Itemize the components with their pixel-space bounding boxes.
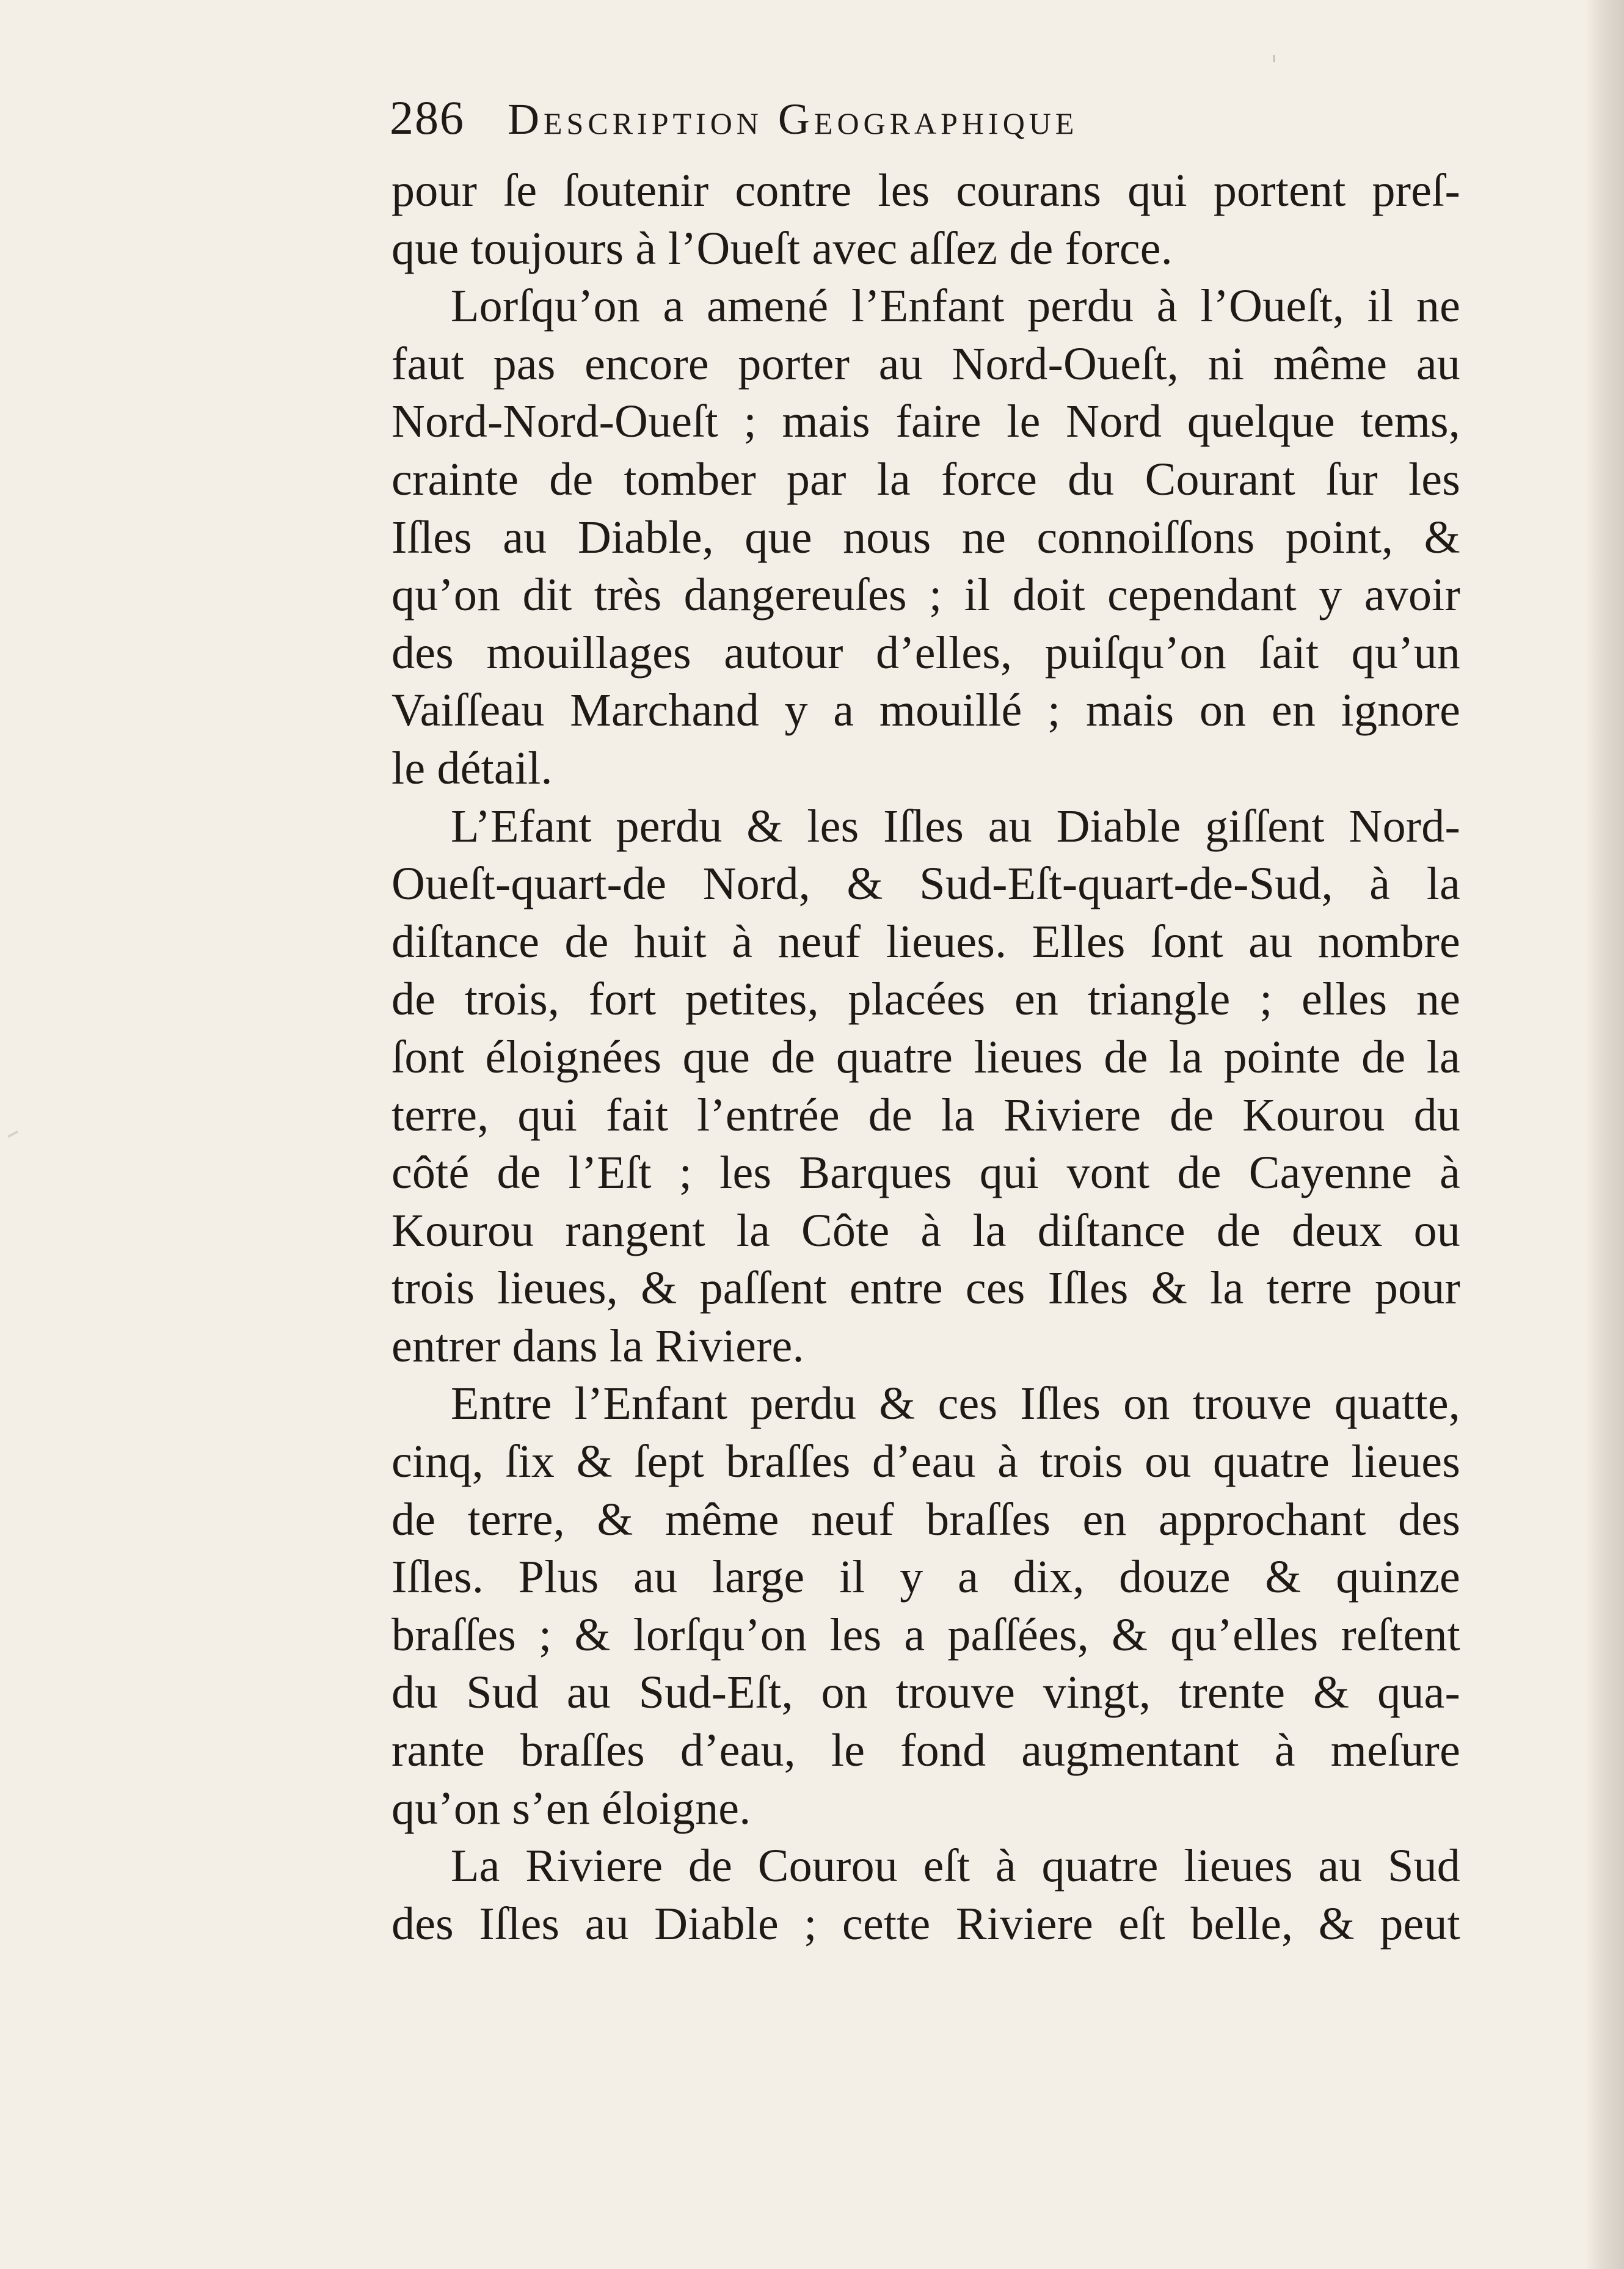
text-line: des Iſles au Diable ; cette Riviere eſt belle, & peut xyxy=(391,1898,1460,1950)
text-line: rante braſſes d’eau, le fond augmentant à meſure xyxy=(391,1725,1460,1777)
text-line: Kourou rangent la Côte à la diſtance de deux ou xyxy=(391,1204,1460,1256)
text-line: le détail. xyxy=(391,742,553,794)
text-line: Iſles au Diable, que nous ne connoiſſons point, & xyxy=(391,511,1460,563)
page-number: 286 xyxy=(390,91,465,144)
text-line: Vaiſſeau Marchand y a mouillé ; mais on en ignore xyxy=(391,685,1460,737)
text-line: Lorſqu’on a amené l’Enfant perdu à l’Oueſt, il ne xyxy=(451,280,1460,332)
margin-mark xyxy=(7,1131,18,1138)
text-line: du Sud au Sud-Eſt, on trouve vingt, trente & qua- xyxy=(391,1667,1460,1719)
text-line: diſtance de huit à neuf lieues. Elles ſont au nombre xyxy=(391,916,1460,967)
text-line: côté de l’Eſt ; les Barques qui vont de Cayenne à xyxy=(391,1147,1460,1199)
print-mark xyxy=(1273,55,1275,62)
text-line: de terre, & même neuf braſſes en approchant des xyxy=(391,1493,1460,1545)
text-line: trois lieues, & paſſent entre ces Iſles & la terre pour xyxy=(391,1262,1460,1314)
text-line: L’Efant perdu & les Iſles au Diable giſſent Nord- xyxy=(451,800,1460,852)
text-line: qu’on s’en éloigne. xyxy=(391,1782,751,1834)
text-line: entrer dans la Riviere. xyxy=(391,1320,804,1372)
text-line: Nord-Nord-Oueſt ; mais faire le Nord quelque tems, xyxy=(391,396,1460,448)
text-line: terre, qui fait l’entrée de la Riviere de Kourou du xyxy=(391,1089,1460,1141)
text-line: qu’on dit très dangereuſes ; il doit cependant y avoir xyxy=(391,569,1460,621)
text-line: crainte de tomber par la force du Courant ſur les xyxy=(391,453,1460,505)
text-line: Iſles. Plus au large il y a dix, douze & quinze xyxy=(391,1551,1460,1603)
text-line: pour ſe ſoutenir contre les courans qui portent preſ- xyxy=(391,165,1460,216)
text-line: faut pas encore porter au Nord-Oueſt, ni même au xyxy=(391,338,1460,390)
text-line: La Riviere de Courou eſt à quatre lieues au Sud xyxy=(451,1840,1460,1892)
text-line: des mouillages autour d’elles, puiſqu’on ſait qu’un xyxy=(391,627,1460,679)
text-line: cinq, ſix & ſept braſſes d’eau à trois ou quatre lieues xyxy=(391,1436,1460,1488)
text-line: que toujours à l’Oueſt avec aſſez de force. xyxy=(391,222,1173,274)
text-line: Oueſt-quart-de Nord, & Sud-Eſt-quart-de-Sud, à la xyxy=(391,858,1460,910)
text-line: braſſes ; & lorſqu’on les a paſſées, & qu’elles reſtent xyxy=(391,1609,1460,1661)
text-line: de trois, fort petites, placées en triangle ; elles ne xyxy=(391,974,1460,1025)
text-line: Entre l’Enfant perdu & ces Iſles on trouve quatte, xyxy=(451,1378,1460,1430)
body-text xyxy=(391,162,1460,1953)
running-title: Description Geographique xyxy=(508,95,1079,144)
running-head xyxy=(390,90,1465,145)
text-line: ſont éloignées que de quatre lieues de la pointe de la xyxy=(391,1031,1460,1083)
